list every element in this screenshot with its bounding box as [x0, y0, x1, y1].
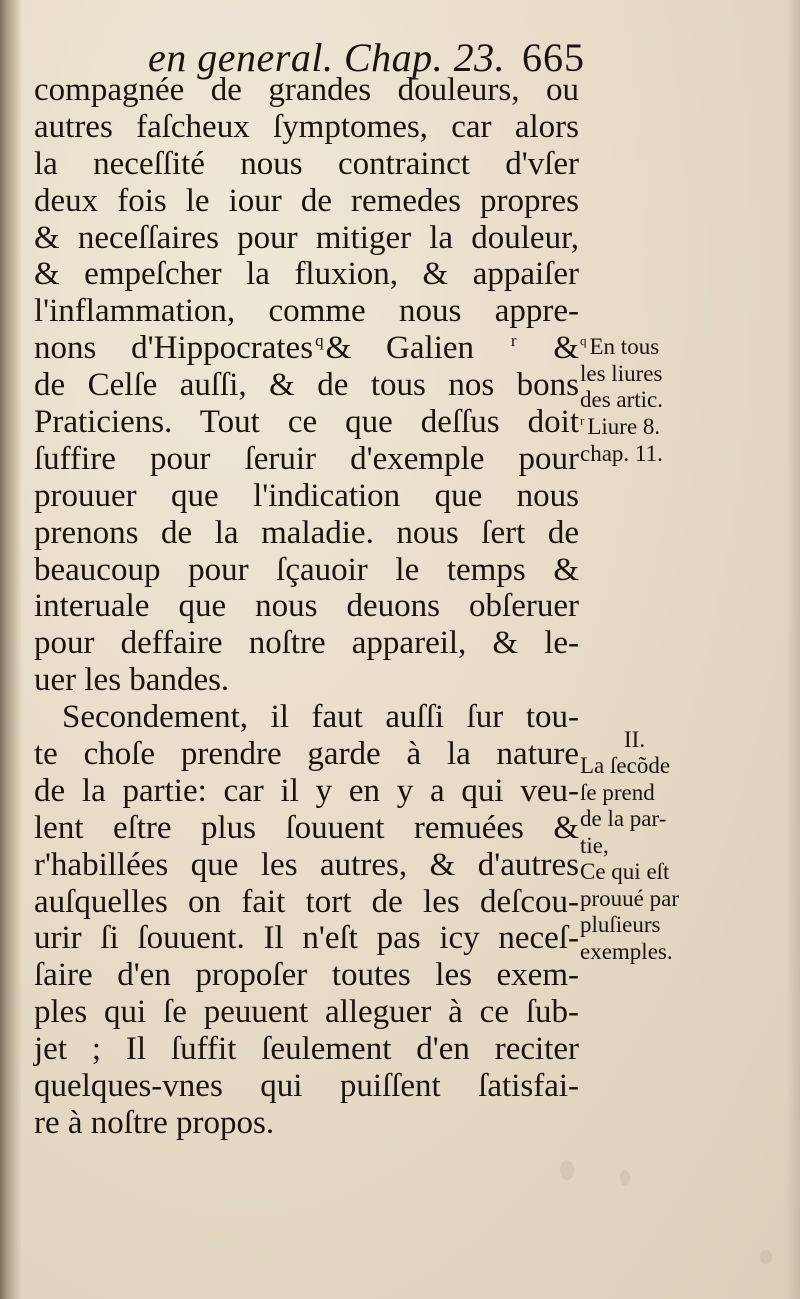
- text-line: ples qui ſe peuuent alleguer à ce ſub-: [34, 994, 579, 1031]
- footnote-mark-q: q: [580, 333, 587, 348]
- page-edge-shadow: [786, 0, 800, 1299]
- text-line: quelques-vnes qui puiſſent ſatisfai-: [34, 1068, 579, 1105]
- margin-note-line: chap. 11.: [580, 440, 663, 466]
- text-line-with-footnote-marks: [34, 330, 579, 367]
- margin-note-line: La ſecõde: [580, 753, 671, 778]
- ink-spot: [620, 1170, 630, 1186]
- text-line: uer les bandes.: [34, 662, 230, 699]
- text-line: de la partie: car il y en y a qui veu-: [34, 772, 579, 809]
- text-line: ſuffire pour ſeruir d'exemple pour: [34, 440, 579, 477]
- text-line: la neceſſité nous contrainct d'vſer: [34, 145, 579, 182]
- running-head-title: en general. Chap. 23.: [148, 35, 506, 80]
- margin-note-line: pluſieurs: [580, 912, 661, 937]
- text-segment: & Galien: [325, 330, 475, 367]
- page-gutter-shadow: [0, 0, 22, 1299]
- text-line: autres faſcheux ſymptomes, car alors: [34, 108, 579, 145]
- text-line: & empeſcher la fluxion, & appaiſer: [34, 256, 579, 293]
- ink-spot: [560, 1160, 574, 1180]
- section-number: II.: [624, 727, 646, 752]
- text-line: prouuer que l'indication que nous: [34, 477, 579, 514]
- footnote-mark-q: q: [315, 331, 324, 351]
- margin-note-line: prouué par: [580, 885, 679, 911]
- text-line: lent eſtre plus ſouuent remuées &: [34, 809, 579, 846]
- margin-note-line: des artic.: [580, 387, 664, 412]
- margin-note-section: [580, 727, 785, 965]
- page-number: 665: [522, 35, 585, 80]
- text-line: jet ; Il ſuffit ſeulement d'en reciter: [34, 1031, 579, 1068]
- text-line: prenons de la maladie. nous ſert de: [34, 514, 579, 551]
- text-line: Praticiens. Tout ce que deſſus doit: [34, 404, 579, 441]
- margin-note-line: ſe prend: [580, 779, 655, 805]
- text-line: te choſe prendre garde à la nature: [34, 736, 579, 773]
- ink-spot: [760, 1250, 772, 1264]
- margin-note-line: les liures: [580, 360, 663, 386]
- margin-note-r: [580, 414, 785, 467]
- text-line: auſquelles on fait tort de les deſcou-: [34, 883, 579, 920]
- text-segment: &: [553, 330, 580, 367]
- margin-note-line: $^r$ Liure 8.: [580, 413, 661, 439]
- margin-note-line: exemples.: [580, 938, 673, 964]
- margin-note-q: [580, 334, 785, 414]
- text-line: l'inflammation, comme nous appre-: [34, 293, 579, 330]
- main-text-column: [34, 72, 579, 1142]
- margin-note-line: tie,: [580, 832, 609, 858]
- running-head: [0, 30, 800, 78]
- margin-note-line: Ce qui eſt: [580, 859, 670, 884]
- margin-note-line: de la par-: [580, 806, 667, 831]
- text-line: pour deffaire noſtre appareil, & le-: [34, 625, 579, 662]
- text-line: Secondement, il faut auſſi ſur tou-: [62, 699, 579, 736]
- text-line: ſaire d'en propoſer toutes les exem-: [34, 957, 579, 994]
- text-line: deux fois le iour de remedes propres: [34, 182, 579, 219]
- text-line: r'habillées que les autres, & d'autres: [34, 846, 579, 883]
- text-line: re à noſtre propos.: [34, 1104, 275, 1141]
- text-line: de Celſe auſſi, & de tous nos bons: [34, 367, 579, 404]
- text-line: beaucoup pour ſçauoir le temps &: [34, 551, 579, 588]
- text-line: urir ſi ſouuent. Il n'eſt pas icy neceſ-: [34, 920, 579, 957]
- text-line: compagnée de grandes douleurs, ou: [34, 72, 579, 108]
- text-line: & neceſſaires pour mitiger la douleur,: [34, 219, 579, 256]
- margin-note-line: $^q$ En tous: [580, 333, 660, 359]
- text-segment: nons d'Hippocrates: [34, 330, 314, 367]
- footnote-mark-r: r: [580, 413, 585, 428]
- text-line: interuale que nous deuons obſeruer: [34, 588, 579, 625]
- footnote-mark-r: r: [510, 331, 517, 351]
